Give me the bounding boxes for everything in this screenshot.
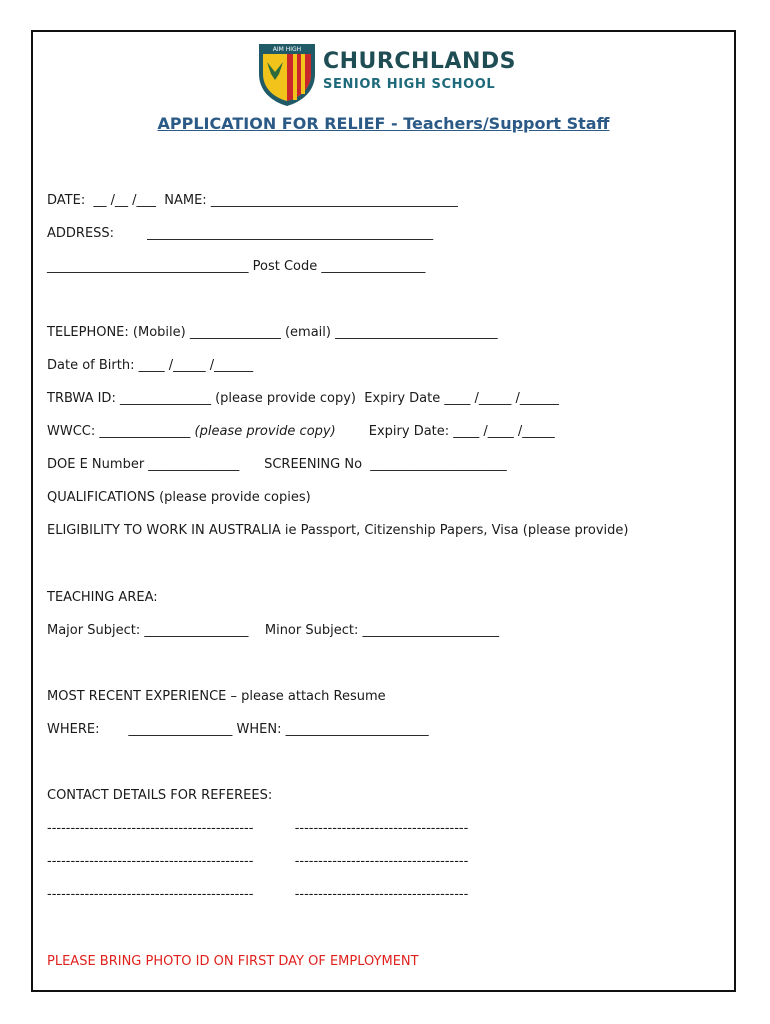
referee-row[interactable]: -------------------------------------------- ------------------------------------- [47, 821, 469, 836]
date-of-birth-field[interactable]: Date of Birth: ____ /_____ /______ [47, 358, 254, 373]
telephone-email-field[interactable]: TELEPHONE: (Mobile) ______________ (email) _________________________ [47, 325, 498, 340]
postcode-field[interactable]: _______________________________ Post Code ________________ [47, 259, 426, 274]
form-title: APPLICATION FOR RELIEF - Teachers/Support Staff [157, 114, 610, 133]
photo-id-notice: PLEASE BRING PHOTO ID ON FIRST DAY OF EMPLOYMENT [47, 954, 419, 969]
svg-text:AIM HIGH: AIM HIGH [272, 46, 302, 53]
experience-label: MOST RECENT EXPERIENCE – please attach Resume [47, 689, 386, 704]
subjects-field[interactable]: Major Subject: ________________ Minor Subject: _____________________ [47, 623, 499, 638]
school-name: CHURCHLANDS [323, 49, 516, 74]
address-field[interactable]: ADDRESS: ____________________________________________ [47, 226, 434, 241]
school-logo [255, 40, 555, 108]
qualifications-label: QUALIFICATIONS (please provide copies) [47, 490, 311, 505]
doe-screening-field[interactable]: DOE E Number ______________ SCREENING No _____________________ [47, 457, 507, 472]
where-when-field[interactable]: WHERE: ________________ WHEN: ______________________ [47, 722, 429, 737]
referees-label: CONTACT DETAILS FOR REFEREES: [47, 788, 273, 803]
application-form-page [31, 30, 736, 992]
referee-row[interactable]: -------------------------------------------- ------------------------------------- [47, 887, 469, 902]
wwcc-note: (please provide copy) [194, 424, 336, 439]
school-subtitle: SENIOR HIGH SCHOOL [323, 77, 496, 92]
date-name-field[interactable]: DATE: __ /__ /___ NAME: ______________________________________ [47, 193, 458, 208]
school-crest-icon [255, 40, 319, 108]
trbwa-id-field[interactable]: TRBWA ID: ______________ (please provide copy) Expiry Date ____ /_____ /______ [47, 391, 559, 406]
teaching-area-label: TEACHING AREA: [47, 590, 158, 605]
wwcc-expiry: Expiry Date: ____ /____ /_____ [335, 424, 555, 439]
referee-row[interactable]: -------------------------------------------- ------------------------------------- [47, 854, 469, 869]
wwcc-label: WWCC: ______________ [47, 424, 195, 439]
wwcc-field[interactable] [47, 424, 555, 440]
eligibility-label: ELIGIBILITY TO WORK IN AUSTRALIA ie Passport, Citizenship Papers, Visa (please provide) [47, 523, 629, 538]
